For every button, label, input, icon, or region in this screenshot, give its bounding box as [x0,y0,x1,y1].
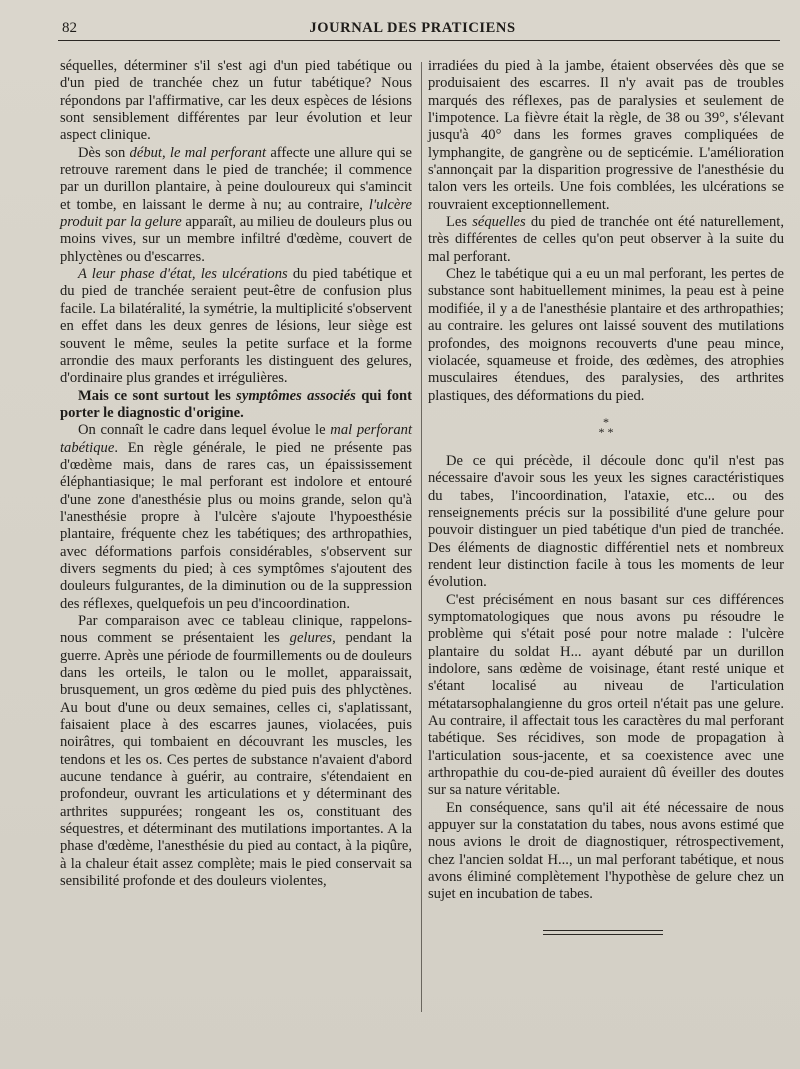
paragraph [428,592,784,800]
paragraph-text: apparaît, au milieu de douleurs plus ou moins vives, sur un membre infiltré d'œdème, couvert de phlyctènes ou d'escarres. [60,214,412,265]
italic-phrase: l'ulcère produit par la gelure [60,196,412,231]
paragraph [60,145,412,266]
italic-phrase: séquelles [472,214,526,231]
paragraph-text: En conséquence, sans qu'il ait été nécessaire de nous appuyer sur la constatation du tabes, nous avons estimé que nous avions le droit de diagnostiquer, rétrospectivement, chez l'ancien soldat H..., un mal perforant tabétique, et nous avons éliminé complètement l'hypothèse de gelure chez un sujet en incubation de tabes. [428,799,784,903]
paragraph-text: , pendant la guerre. Après une période de fourmillements ou de douleurs dans les orteils, le talon ou le mollet, apparaissait, brusquement, un gros œdème du pied puis des phlyctènes. Au bout d'une ou deux semaines, celles ci, s'aplatissant, faisaient place à des escarres jaunes, violacées, puis noirâtres, qui tombaient en découvrant les muscles, les tendons et les os. Ces pertes de substance n'avaient d'abord aucune tendance à guérir, au contraire, s'étendaient en profondeur, ouvrant les articulations et y déterminant des arthrites suppurées; rongeant les os, constituant des séquestres, et déterminant des mutilations importantes. A la phase d'œdème, l'anesthésie du pied au contact, à la piqûre, à la chaleur était assez complète; mais le pied conservait sa sensibilité profonde et des douleurs violentes, [60,630,412,890]
paragraph-text: affecte une allure qui se retrouve rarement dans le pied de tranchée; il commence par un durillon plantaire, à peine douloureux qui s'amincit et tombe, en laissant le derme à nu; au contraire, [60,144,412,213]
paragraph-text: De ce qui précède, il découle donc qu'il n'est pas nécessaire d'avoir sous les yeux les signes caractéristiques du tabes, l'incoordination, l'ataxie, etc... ou des renseignements précis sur la possibilité d'une gelure pour pouvoir distinguer un pied tabétique d'un pied de tranchée. Des éléments de diagnostic différentiel nets et nombreux rendent leur distinction facile à tous les moments de leur évolution. [428,452,784,591]
italic-phrase: A leur phase d'état, les ulcérations [78,266,288,283]
paragraph-text: du pied de tranchée ont été naturellement, très différentes de celles qu'on peut observer à la suite du mal perforant. [428,214,784,265]
paragraph-text: séquelles, déterminer s'il s'est agi d'un pied tabétique ou d'un pied de tranchée chez un futur tabétique? Nous répondons par l'affirmative, car les deux espèces de lésions sont sensiblement différentes par leur évolution et leur aspect clinique. [60,58,412,144]
paragraph [428,453,784,592]
separator-star-top: * [603,414,609,429]
paragraph [428,800,784,904]
paragraph [60,613,412,891]
italic-phrase: symptômes associés [236,387,356,404]
paragraph-text: Mais ce sont surtout les [78,387,237,404]
paragraph-text: irradiées du pied à la jambe, étaient observées dès que se produisaient des escarres. Il n'y avait pas de troubles marqués des réflexes, pas de paralysies et seulement de l'impotence. La fièvre était la règle, de 38 ou 39°, s'élevant jusqu'à 40° dans les formes graves compliquées de lymphangite, de gangrène ou de septicémie. L'amélioration s'annonçait par la disparition progressive de l'anesthésie du talon vers les orteils. Une fois comblées, les ulcérations se rouvraient exceptionnellement. [428,58,784,213]
paragraph-text: Par comparaison avec ce tableau clinique, rappelons-nous comment se présentaient les [60,613,412,647]
end-rule [543,930,663,931]
paragraph-text: qui font porter le diagnostic d'origine. [60,387,412,421]
journal-title: JOURNAL DES PRATICIENS [309,20,516,36]
paragraph-text: Dès son [78,144,130,161]
paragraph [60,388,412,423]
paragraph-text: Les [446,214,473,231]
section-separator-stars [428,414,784,439]
right-column [428,58,784,904]
paragraph [60,266,412,387]
paragraph-text: du pied tabétique et du pied de tranchée seraient peut-être de confusion plus facile. La bilatéralité, la symétrie, la multiplicité s'observent en effet dans les deux genres de lésions, leur siège est souvent le même, seules la petite surface et la forme arrondie des maux perforants les distinguent des gelures, d'ordinaire plus grandes et irrégulières. [60,266,412,387]
end-rule [543,934,663,935]
paragraph-text: C'est précisément en nous basant sur ces différences symptomatologiques que nous avons pu résoudre le problème qui s'était posé pour notre malade : l'ulcère plantaire du soldat H... ayant débuté par un durillon indolore, sans œdème de voisinage, étant resté unique et s'étant localisé au niveau de l'articulation métatarsophalangienne du gros orteil n'était pas une gelure. Au contraire, il affectait tous les caractères du mal perforant tabétique. Ses récidives, son mode de propagation à l'articulation sous-jacente, et sa coexistence avec une arthropathie du cou-de-pied auraient dû éveiller des doutes sur sa nature véritable. [428,591,784,799]
paragraph [60,58,412,145]
italic-phrase: début, le mal perforant [129,144,267,161]
paragraph [428,58,784,214]
italic-phrase: gelures [289,630,333,647]
italic-phrase: mal perforant tabétique [60,422,412,456]
page-header [40,18,785,42]
page-number: 82 [62,20,77,36]
paragraph-text: . En règle générale, le pied ne présente pas d'œdème mais, dans de rares cas, un épaississement éléphantiasique; le mal perforant est indolore et entouré d'une zone d'anesthésie plus ou moins grande, selon qu'à l'anesthésie propre à l'ulcère s'ajoute l'hypoesthésie plantaire, fréquente chez les tabétiques; des arthropathies, avec déformations parfois considérables, s'observent sur divers segments du pied; à ces symptômes s'ajoutent des douleurs fulgurantes, de la diminution ou de la suppression des réflexes, quelquefois un peu d'incoordination. [60,439,412,612]
paragraph-text: On connaît le cadre dans lequel évolue le [78,422,331,439]
column-divider [421,62,422,1012]
right-column-upper-text [428,58,784,405]
paragraph [428,266,784,405]
paragraph [60,422,412,613]
paragraph-text: Chez le tabétique qui a eu un mal perforant, les pertes de substance sont habituellement minimes, la peau est à peine modifiée, il y a de l'anesthésie plantaire et des arthropathies; au contraire. les gelures ont laissé souvent des mutilations profondes, des moignons recouverts d'une peau mince, violacée, squameuse et froide, des œdèmes, des atrophies musculaires étendues, des paralysies, des arthrites plastiques, des déformations du pied. [428,266,784,404]
paragraph [428,214,784,266]
header-rule [58,40,780,41]
separator-star-bottom: * * [598,424,614,439]
left-column [60,58,412,891]
right-column-lower-text [428,453,784,904]
